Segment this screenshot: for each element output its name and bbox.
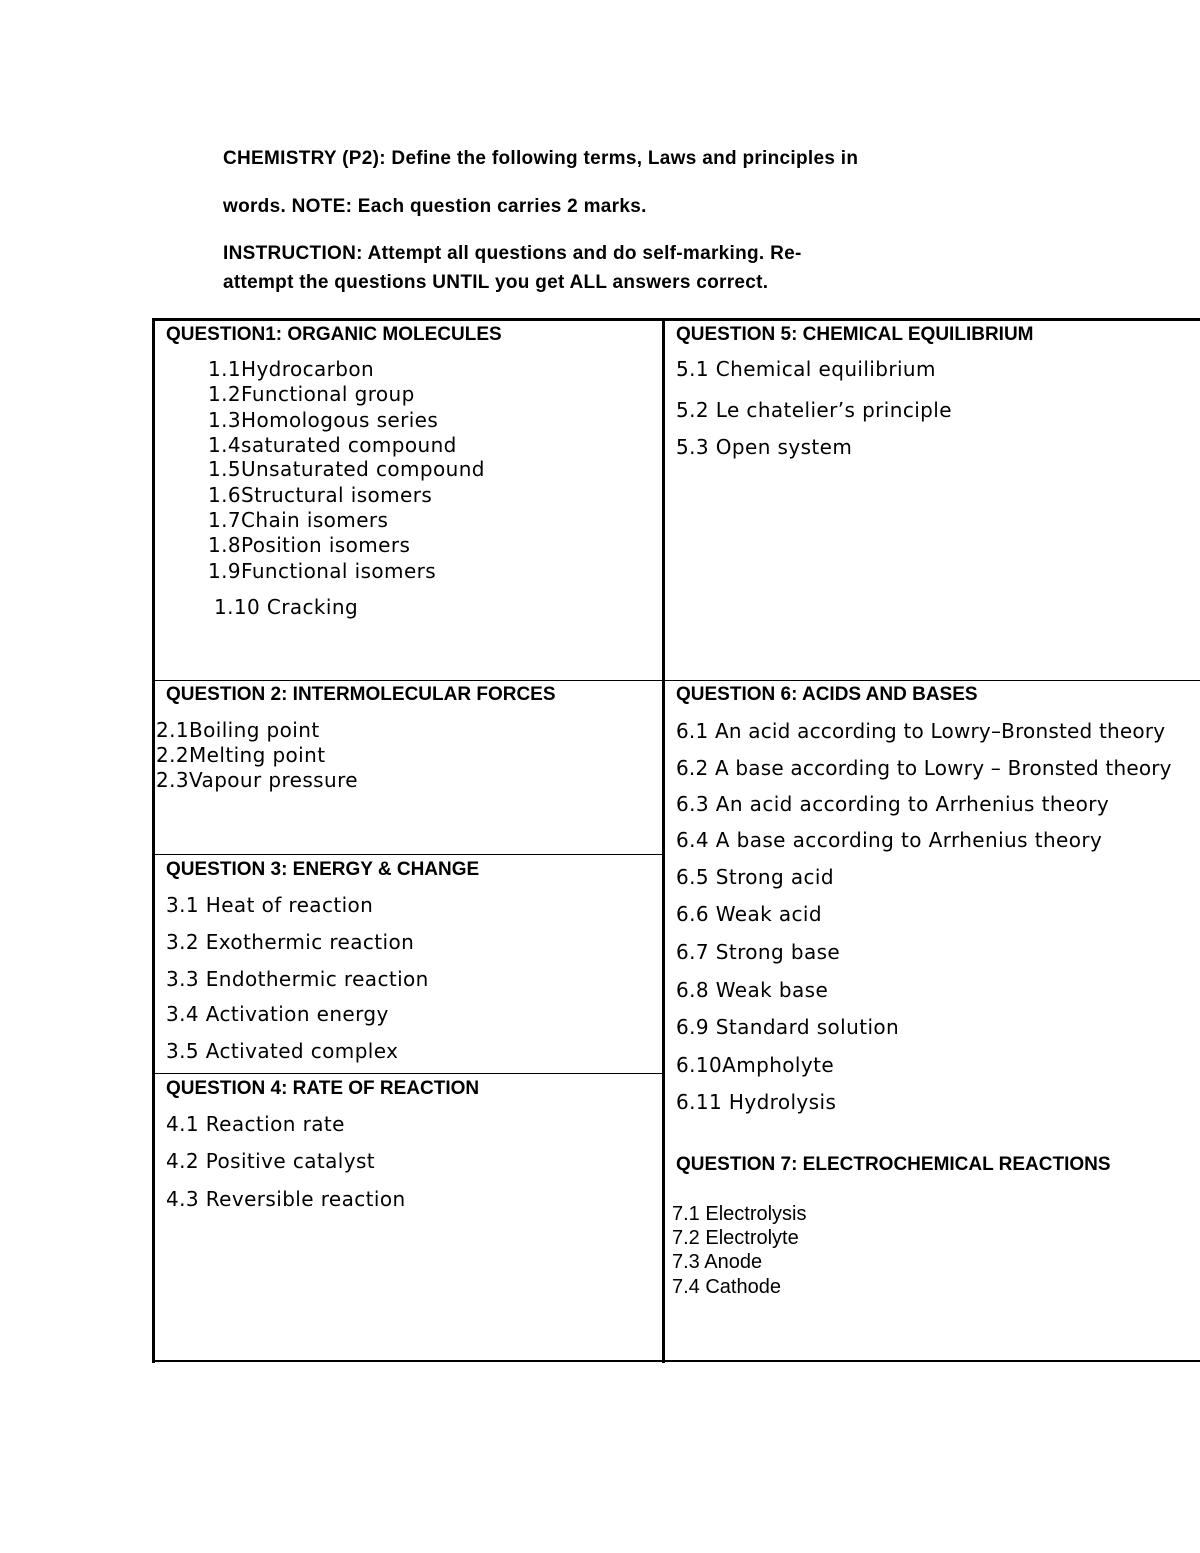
q1-item: 1.7Chain isomers (208, 508, 389, 532)
q6-item: 6.4 A base according to Arrhenius theory (676, 828, 1103, 852)
row-divider-2 (152, 854, 664, 855)
question-3-title: QUESTION 3: ENERGY & CHANGE (166, 859, 480, 880)
q3-item: 3.5 Activated complex (166, 1039, 399, 1063)
q3-item: 3.4 Activation energy (166, 1002, 389, 1026)
q6-item: 6.9 Standard solution (676, 1015, 900, 1039)
question-7-title: QUESTION 7: ELECTROCHEMICAL REACTIONS (676, 1154, 1111, 1175)
q7-item: 7.2 Electrolyte (672, 1227, 799, 1249)
q6-item: 6.2 A base according to Lowry – Bronsted theory (676, 756, 1172, 780)
question-6-title: QUESTION 6: ACIDS AND BASES (676, 684, 978, 705)
q6-item: 6.5 Strong acid (676, 865, 834, 889)
q7-item: 7.4 Cathode (672, 1276, 781, 1298)
q3-item: 3.1 Heat of reaction (166, 893, 374, 917)
q1-item: 1.6Structural isomers (208, 483, 433, 507)
q2-item: 2.2Melting point (156, 743, 326, 767)
q2-item: 2.1Boiling point (156, 718, 320, 742)
question-2-title: QUESTION 2: INTERMOLECULAR FORCES (166, 684, 556, 705)
header-line-4: attempt the questions UNTIL you get ALL answers correct. (223, 272, 769, 293)
q4-item: 4.3 Reversible reaction (166, 1187, 406, 1211)
q1-item: 1.10 Cracking (214, 595, 359, 619)
q6-item: 6.6 Weak acid (676, 902, 822, 926)
q5-item: 5.3 Open system (676, 435, 853, 459)
q1-item: 1.4saturated compound (208, 433, 457, 457)
q6-item: 6.1 An acid according to Lowry–Bronsted theory (676, 719, 1166, 743)
header-line-2: words. NOTE: Each question carries 2 marks. (223, 196, 647, 217)
row-divider-1 (152, 680, 1200, 681)
q6-item: 6.10Ampholyte (676, 1053, 835, 1077)
header-line-1: CHEMISTRY (P2): Define the following terms, Laws and principles in (223, 148, 859, 169)
table-middle-border (662, 318, 665, 1363)
q1-item: 1.5Unsaturated compound (208, 457, 485, 481)
row-divider-3 (152, 1073, 664, 1074)
question-1-title: QUESTION1: ORGANIC MOLECULES (166, 324, 502, 345)
q4-item: 4.1 Reaction rate (166, 1112, 345, 1136)
q6-item: 6.8 Weak base (676, 978, 829, 1002)
question-5-title: QUESTION 5: CHEMICAL EQUILIBRIUM (676, 324, 1034, 345)
q1-item: 1.8Position isomers (208, 533, 411, 557)
header-line-3: INSTRUCTION: Attempt all questions and do self-marking. Re- (223, 243, 802, 264)
table-left-border (152, 318, 155, 1363)
q3-item: 3.3 Endothermic reaction (166, 967, 429, 991)
q7-item: 7.3 Anode (672, 1251, 763, 1273)
q1-item: 1.3Homologous series (208, 408, 439, 432)
q1-item: 1.1Hydrocarbon (208, 357, 375, 381)
q1-item: 1.2Functional group (208, 382, 415, 406)
table-bottom-border (152, 1360, 1200, 1362)
q1-item: 1.9Functional isomers (208, 559, 437, 583)
q5-item: 5.2 Le chatelier’s principle (676, 398, 952, 422)
q6-item: 6.7 Strong base (676, 940, 841, 964)
q7-item: 7.1 Electrolysis (672, 1203, 807, 1225)
q6-item: 6.11 Hydrolysis (676, 1090, 837, 1114)
question-4-title: QUESTION 4: RATE OF REACTION (166, 1078, 480, 1099)
table-top-border (152, 318, 1200, 321)
q5-item: 5.1 Chemical equilibrium (676, 357, 936, 381)
q2-item: 2.3Vapour pressure (156, 768, 358, 792)
q4-item: 4.2 Positive catalyst (166, 1149, 376, 1173)
q6-item: 6.3 An acid according to Arrhenius theory (676, 792, 1110, 816)
q3-item: 3.2 Exothermic reaction (166, 930, 415, 954)
